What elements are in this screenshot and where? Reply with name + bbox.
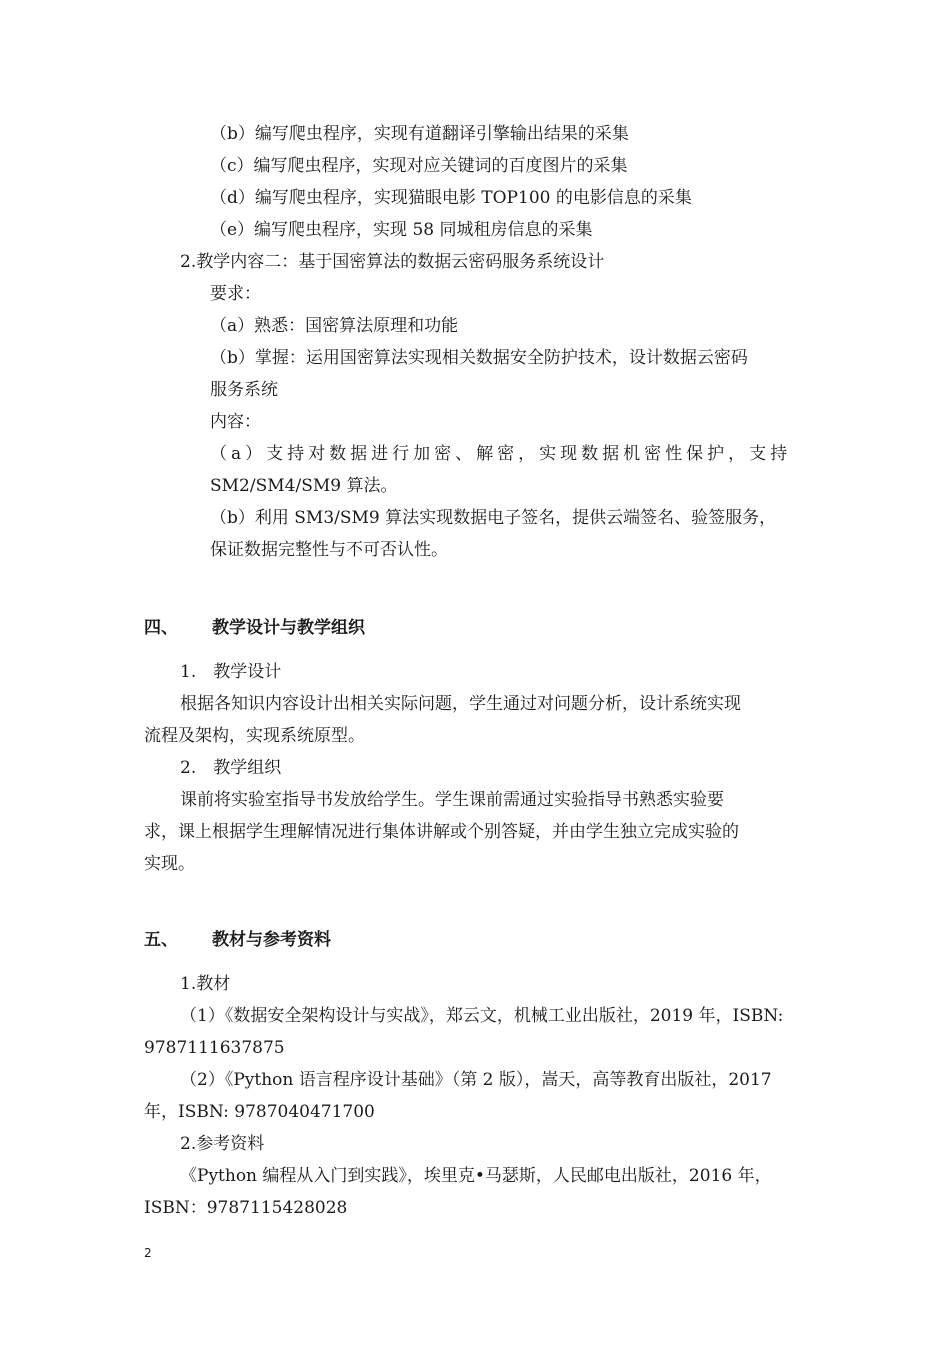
subheading-teaching-organization: 2. 教学组织	[180, 758, 282, 778]
section5-heading	[144, 930, 331, 950]
section4-title: 教学设计与教学组织	[212, 618, 365, 638]
list-item-d: （d）编写爬虫程序，实现猫眼电影 TOP100 的电影信息的采集	[210, 188, 692, 208]
section4-heading	[144, 618, 365, 638]
book2-line1: （2）《Python 语言程序设计基础》（第 2 版），嵩天，高等教育出版社，2017	[180, 1070, 772, 1090]
reference1-line1: 《Python 编程从入门到实践》，埃里克•马瑟斯，人民邮电出版社，2016 年，	[180, 1166, 772, 1186]
content-b-line1: （b）利用 SM3/SM9 算法实现数据电子签名，提供云端签名、验签服务，	[210, 508, 777, 528]
content-label: 内容：	[210, 412, 261, 432]
content-a-line1: （a）支持对数据进行加密、解密，实现数据机密性保护，支持	[210, 444, 792, 464]
list-item-e: （e）编写爬虫程序，实现 58 同城租房信息的采集	[210, 220, 593, 240]
section5-title: 教材与参考资料	[212, 930, 331, 950]
paragraph-design-line2: 流程及架构，实现系统原型。	[144, 726, 365, 746]
content-a-line2: SM2/SM4/SM9 算法。	[210, 476, 398, 496]
textbook-label: 1.教材	[180, 974, 231, 994]
paragraph-organization-line2: 求，课上根据学生理解情况进行集体讲解或个别答疑，并由学生独立完成实验的	[144, 822, 739, 842]
reference1-line2: ISBN：9787115428028	[144, 1198, 348, 1218]
content2-title: 2.教学内容二：基于国密算法的数据云密码服务系统设计	[180, 252, 605, 272]
section4-number: 四、	[144, 618, 178, 638]
page-number: 2	[144, 1246, 152, 1260]
requirement-b-line1: （b）掌握：运用国密算法实现相关数据安全防护技术，设计数据云密码	[210, 348, 748, 368]
requirement-a: （a）熟悉：国密算法原理和功能	[210, 316, 459, 336]
book1-line2: 9787111637875	[144, 1038, 285, 1058]
book2-line2: 年，ISBN: 9787040471700	[144, 1102, 375, 1122]
list-item-c: （c）编写爬虫程序，实现对应关键词的百度图片的采集	[210, 156, 628, 176]
section5-number: 五、	[144, 930, 178, 950]
content-b-line2: 保证数据完整性与不可否认性。	[210, 540, 448, 560]
requirements-label: 要求：	[210, 284, 261, 304]
paragraph-design-line1: 根据各知识内容设计出相关实际问题，学生通过对问题分析，设计系统实现	[180, 694, 741, 714]
requirement-b-line2: 服务系统	[210, 380, 278, 400]
paragraph-organization-line3: 实现。	[144, 854, 195, 874]
reference-label: 2.参考资料	[180, 1134, 265, 1154]
subheading-teaching-design: 1. 教学设计	[180, 662, 282, 682]
list-item-b: （b）编写爬虫程序，实现有道翻译引擎输出结果的采集	[210, 124, 629, 144]
paragraph-organization-line1: 课前将实验室指导书发放给学生。学生课前需通过实验指导书熟悉实验要	[180, 790, 724, 810]
book1-line1: （1）《数据安全架构设计与实战》，郑云文，机械工业出版社，2019 年，ISBN:	[180, 1006, 784, 1026]
